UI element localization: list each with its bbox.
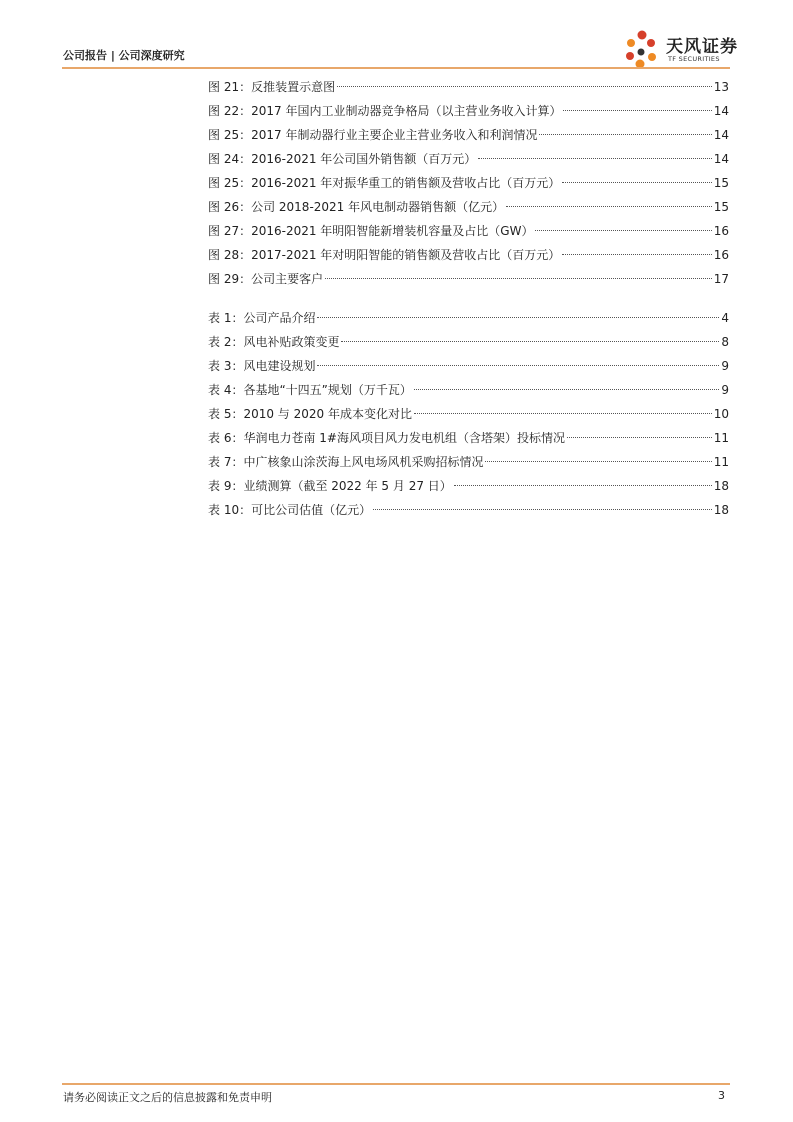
toc-entry-table[interactable] — [208, 474, 729, 498]
toc-leader-dots — [485, 461, 711, 462]
toc-entry-table[interactable] — [208, 498, 729, 522]
toc-entry-label: 图 21：反推装置示意图 — [208, 80, 336, 94]
toc-entry-figure[interactable] — [208, 243, 729, 267]
toc-entry-label: 图 28：2017-2021 年对明阳智能的销售额及营收占比（百万元） — [208, 248, 561, 262]
toc-entry-label: 图 24：2016-2021 年公司国外销售额（百万元） — [208, 152, 477, 166]
toc-leader-dots — [414, 413, 712, 414]
toc-leader-dots — [563, 110, 711, 111]
toc-entry-label: 图 27：2016-2021 年明阳智能新增装机容量及占比（GW） — [208, 224, 534, 238]
page-number: 3 — [718, 1089, 725, 1102]
toc-entry-label: 图 25：2016-2021 年对振华重工的销售额及营收占比（百万元） — [208, 176, 561, 190]
table-of-contents — [208, 75, 729, 522]
toc-entry-figure[interactable] — [208, 195, 729, 219]
toc-entry-table[interactable] — [208, 426, 729, 450]
toc-entry-label: 表 6：华润电力苍南 1#海风项目风力发电机组（含塔架）投标情况 — [208, 431, 565, 445]
toc-entry-figure[interactable] — [208, 75, 729, 99]
toc-entry-page: 14 — [713, 152, 729, 166]
toc-leader-dots — [454, 485, 712, 486]
toc-entry-page: 18 — [713, 479, 729, 493]
toc-leader-dots — [317, 365, 719, 366]
logo-mark-icon — [622, 28, 666, 72]
toc-entry-table[interactable] — [208, 330, 729, 354]
toc-leader-dots — [562, 182, 711, 183]
toc-leader-dots — [325, 278, 712, 279]
toc-leader-dots — [414, 389, 719, 390]
toc-entry-label: 表 1：公司产品介绍 — [208, 311, 316, 325]
toc-entry-page: 15 — [713, 176, 729, 190]
report-type-label: 公司报告 | 公司深度研究 — [63, 49, 185, 62]
header-divider — [62, 67, 730, 69]
toc-entry-page: 16 — [713, 224, 729, 238]
toc-entry-label: 图 25：2017 年制动器行业主要企业主营业务收入和利润情况 — [208, 128, 538, 142]
toc-entry-table[interactable] — [208, 378, 729, 402]
toc-entry-page: 17 — [713, 272, 729, 286]
toc-entry-table[interactable] — [208, 354, 729, 378]
toc-leader-dots — [341, 341, 719, 342]
company-logo — [622, 28, 742, 72]
toc-entry-page: 8 — [721, 335, 729, 349]
toc-entry-page: 9 — [721, 383, 729, 397]
toc-entry-label: 表 3：风电建设规划 — [208, 359, 316, 373]
toc-entry-figure[interactable] — [208, 219, 729, 243]
toc-entry-label: 表 7：中广核象山涂茨海上风电场风机采购招标情况 — [208, 455, 484, 469]
toc-entry-page: 4 — [721, 311, 729, 325]
toc-entry-label: 图 26：公司 2018-2021 年风电制动器销售额（亿元） — [208, 200, 505, 214]
table-list — [208, 306, 729, 522]
toc-entry-page: 15 — [713, 200, 729, 214]
logo-name-en: TF SECURITIES — [668, 55, 720, 63]
toc-entry-figure[interactable] — [208, 147, 729, 171]
footer-disclaimer: 请务必阅读正文之后的信息披露和免责申明 — [63, 1091, 272, 1104]
toc-leader-dots — [478, 158, 711, 159]
toc-entry-page: 18 — [713, 503, 729, 517]
toc-entry-figure[interactable] — [208, 123, 729, 147]
toc-leader-dots — [567, 437, 712, 438]
toc-leader-dots — [337, 86, 712, 87]
figure-list — [208, 75, 729, 291]
toc-entry-page: 10 — [713, 407, 729, 421]
toc-entry-table[interactable] — [208, 450, 729, 474]
toc-entry-page: 9 — [721, 359, 729, 373]
toc-leader-dots — [373, 509, 712, 510]
toc-entry-figure[interactable] — [208, 171, 729, 195]
toc-entry-label: 表 2：风电补贴政策变更 — [208, 335, 340, 349]
toc-entry-page: 11 — [713, 431, 729, 445]
toc-entry-label: 表 5：2010 与 2020 年成本变化对比 — [208, 407, 412, 421]
toc-leader-dots — [539, 134, 711, 135]
toc-entry-figure[interactable] — [208, 267, 729, 291]
toc-entry-page: 11 — [713, 455, 729, 469]
toc-entry-page: 16 — [713, 248, 729, 262]
toc-entry-page: 13 — [713, 80, 729, 94]
footer-divider — [62, 1083, 730, 1085]
toc-entry-label: 图 29：公司主要客户 — [208, 272, 324, 286]
toc-entry-label: 表 9：业绩测算（截至 2022 年 5 月 27 日） — [208, 479, 452, 493]
toc-entry-figure[interactable] — [208, 99, 729, 123]
toc-entry-page: 14 — [713, 104, 729, 118]
toc-entry-label: 表 10：可比公司估值（亿元） — [208, 503, 372, 517]
toc-entry-table[interactable] — [208, 402, 729, 426]
logo-name-cn: 天风证券 — [666, 37, 738, 57]
toc-leader-dots — [506, 206, 712, 207]
toc-leader-dots — [562, 254, 711, 255]
toc-entry-table[interactable] — [208, 306, 729, 330]
toc-entry-label: 表 4：各基地“十四五”规划（万千瓦） — [208, 383, 412, 397]
toc-entry-page: 14 — [713, 128, 729, 142]
toc-leader-dots — [317, 317, 719, 318]
toc-entry-label: 图 22：2017 年国内工业制动器竞争格局（以主营业务收入计算） — [208, 104, 562, 118]
toc-leader-dots — [535, 230, 711, 231]
